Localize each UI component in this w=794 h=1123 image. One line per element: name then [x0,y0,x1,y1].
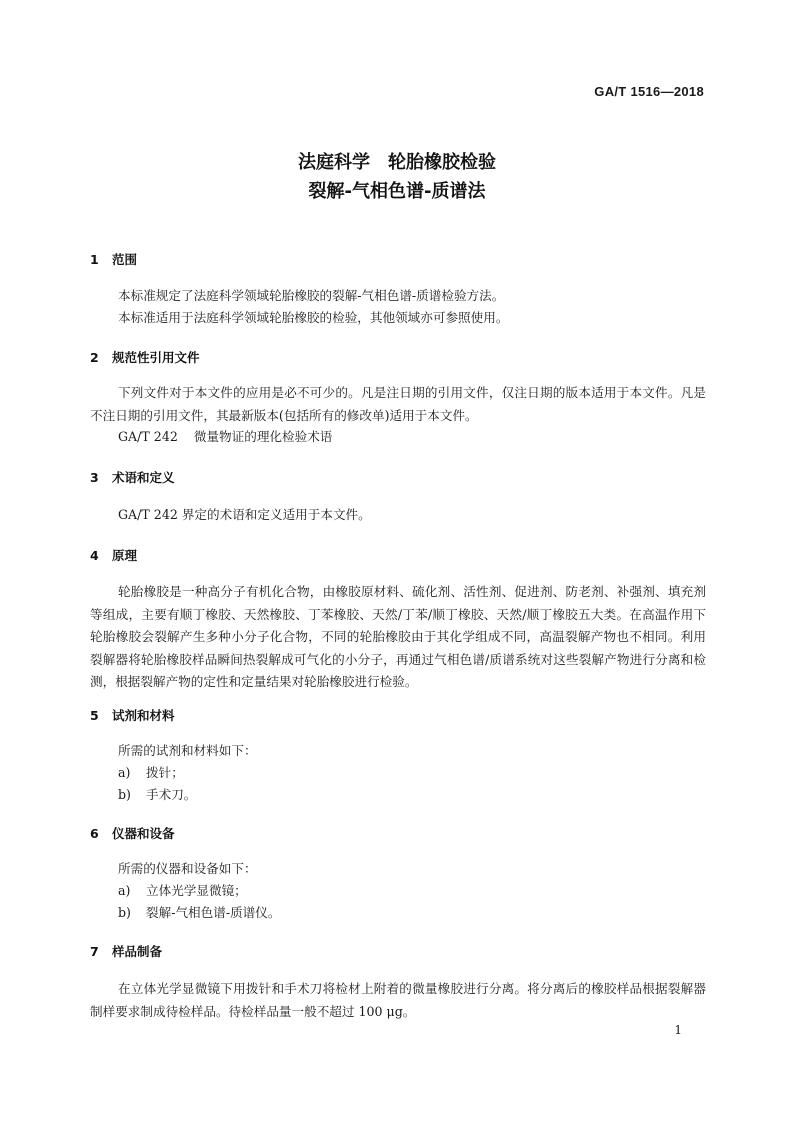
section-6-heading [90,824,175,842]
section-5-heading [90,706,175,724]
section-1-heading [90,250,137,268]
list-item-text: 拨针； [146,765,184,780]
section-number: 5 [90,708,99,723]
list-marker: b) [118,905,131,920]
section-1-paragraph-1: 本标准规定了法庭科学领域轮胎橡胶的裂解-气相色谱-质谱检验方法。 [118,288,505,303]
section-title: 试剂和材料 [112,708,175,723]
standard-code: GA/T 1516—2018 [594,84,704,99]
list-item-text: 裂解-气相色谱-质谱仪。 [146,905,281,920]
section-3-heading [90,468,175,486]
section-title: 规范性引用文件 [112,350,200,365]
title-line-2: 裂解-气相色谱-质谱法 [308,181,486,202]
section-4-paragraph-1: 轮胎橡胶是一种高分子有机化合物，由橡胶原材料、硫化剂、活性剂、促进剂、防老剂、补强剂、填充剂等组成，主要有顺丁橡胶、天然橡胶、丁苯橡胶、天然/丁苯/顺丁橡胶、天然/顺丁橡胶五大类。在高温作用下轮胎橡胶会裂解产生多种小分子化合物，不同的轮胎橡胶由于其化学组成不同，高温裂解产物也不相同。利用裂解器将轮胎橡胶样品瞬间热裂解成可气化的小分子，再通过气相色谱/质谱系统对这些裂解产物进行分离和检测，根据裂解产物的定性和定量结果对轮胎橡胶进行检验。 [90,584,706,689]
document-title [0,148,794,206]
list-item [118,902,280,924]
list-marker: a) [118,883,131,898]
section-number: 4 [90,548,99,563]
list-item-text: 立体光学显微镜； [146,883,247,898]
section-4-heading [90,546,137,564]
section-title: 术语和定义 [112,470,175,485]
section-1-paragraph-2: 本标准适用于法庭科学领域轮胎橡胶的检验，其他领域亦可参照使用。 [118,310,509,325]
list-marker: b) [118,787,131,802]
section-title: 原理 [112,548,138,563]
section-5-intro: 所需的试剂和材料如下： [118,743,257,758]
section-6-intro: 所需的仪器和设备如下： [118,861,257,876]
list-marker: a) [118,765,131,780]
section-number: 1 [90,252,99,267]
section-number: 2 [90,350,99,365]
section-title: 仪器和设备 [112,826,175,841]
list-item [118,762,184,784]
normative-reference [118,426,332,449]
list-item [118,880,247,902]
title-line-1 [0,148,794,177]
section-number: 3 [90,470,99,485]
section-title: 范围 [112,252,138,267]
list-item [118,784,196,806]
page-number: 1 [674,1023,682,1037]
section-7-paragraph-1: 在立体光学显微镜下用拨针和手术刀将检材上附着的微量橡胶进行分离。将分离后的橡胶样品根据裂解器制样要求制成待检样品。待检样品量一般不超过 100 μg。 [90,981,706,1019]
title-line-1-part-1: 法庭科学 [298,152,370,173]
section-7-heading [90,942,162,960]
section-number: 6 [90,826,99,841]
section-title: 样品制备 [112,944,163,959]
reference-title: 微量物证的理化检验术语 [193,429,333,444]
list-item-text: 手术刀。 [146,787,197,802]
title-line-1-part-2: 轮胎橡胶检验 [388,152,496,173]
section-number: 7 [90,944,99,959]
section-2-paragraph-1: 下列文件对于本文件的应用是必不可少的。凡是注日期的引用文件，仅注日期的版本适用于本文件。凡是不注日期的引用文件，其最新版本(包括所有的修改单)适用于本文件。 [90,385,706,423]
section-3-paragraph-1: GA/T 242 界定的术语和定义适用于本文件。 [118,507,371,522]
reference-code: GA/T 242 [118,429,178,444]
section-2-heading [90,348,200,366]
